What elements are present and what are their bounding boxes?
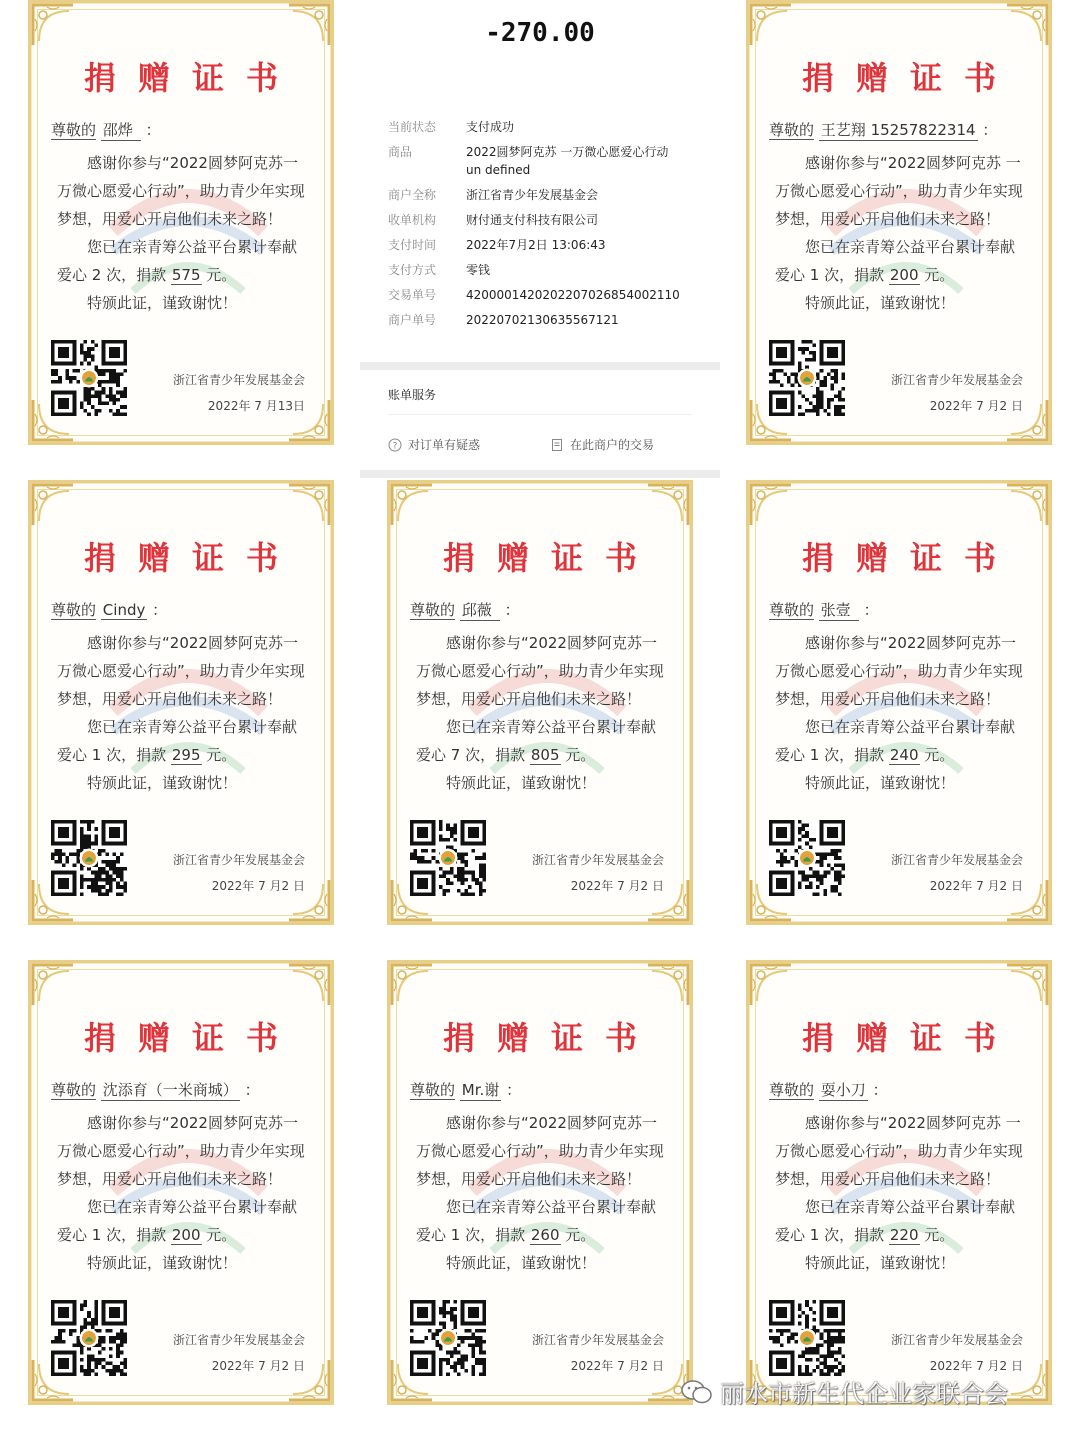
issuer-organization: 浙江省青少年发展基金会 <box>172 1333 305 1347</box>
certificate-body <box>57 149 311 317</box>
donor-name: Cindy <box>102 601 146 619</box>
stat-text: 您已在亲青筹公益平台累计奉献爱心 1 次，捐款 <box>416 1198 657 1244</box>
corner-ornament <box>31 3 75 47</box>
issuer-organization: 浙江省青少年发展基金会 <box>890 1333 1023 1347</box>
qr-code[interactable] <box>769 340 845 416</box>
corner-ornament <box>1005 3 1049 47</box>
donation-stat <box>57 1193 311 1249</box>
corner-ornament <box>287 3 331 47</box>
receipt-value: 支付成功 <box>466 120 515 134</box>
certificate-body <box>775 1109 1029 1277</box>
donation-stat <box>775 713 1029 769</box>
certificate-body <box>416 629 670 797</box>
donation-amount: 220 <box>889 1226 919 1244</box>
qr-code[interactable] <box>769 820 845 896</box>
issuer-organization: 浙江省青少年发展基金会 <box>890 373 1023 387</box>
certificate-title: 捐赠证书 <box>442 539 659 577</box>
corner-ornament <box>646 483 690 527</box>
corner-ornament <box>390 483 434 527</box>
donation-amount: 260 <box>530 1226 560 1244</box>
donation-certificate <box>746 960 1052 1405</box>
certificate-title: 捐赠证书 <box>442 1019 659 1057</box>
issuer-organization: 浙江省青少年发展基金会 <box>531 1333 664 1347</box>
certificate-date: 2022年 7 月2 日 <box>929 1359 1023 1373</box>
certificate-date: 2022年 7 月2 日 <box>929 879 1023 893</box>
closing-text: 特颁此证，谨致谢忱！ <box>805 294 956 312</box>
stat-suffix: 元。 <box>924 1226 955 1244</box>
certificate-greeting: 尊敬的 沈添育（一米商城） ： <box>51 1081 260 1099</box>
donation-stat <box>416 1193 670 1249</box>
greeting-prefix: 尊敬的 <box>51 1081 97 1099</box>
corner-ornament <box>390 963 434 1007</box>
receipt-label: 交易单号 <box>388 288 437 302</box>
receipt-label: 当前状态 <box>388 120 437 134</box>
closing-text: 特颁此证，谨致谢忱！ <box>805 1254 956 1272</box>
link-label: 对订单有疑惑 <box>408 438 481 452</box>
greeting-prefix: 尊敬的 <box>410 601 456 619</box>
donor-name: 邵烨 <box>101 119 141 141</box>
receipt-label: 商品 <box>388 145 413 159</box>
receipt-value: 2022圆梦阿克苏 一万微心愿爱心行动un defined <box>466 145 669 177</box>
svg-text:?: ? <box>392 441 398 451</box>
wechat-icon <box>680 1379 714 1405</box>
thanks-text: 感谢你参与“2022圆梦阿克苏一万微心愿爱心行动”，助力青少年实现梦想，用爱心开启他们未来之路！ <box>57 154 305 228</box>
issuer-organization: 浙江省青少年发展基金会 <box>531 853 664 867</box>
stat-suffix: 元。 <box>206 746 237 764</box>
receipt-label: 商户全称 <box>388 188 437 202</box>
greeting-prefix: 尊敬的 <box>410 1081 456 1099</box>
certificate-greeting: 尊敬的 Cindy ： <box>51 601 168 619</box>
donation-certificate <box>746 0 1052 445</box>
donation-amount: 575 <box>171 266 201 284</box>
document-icon <box>550 438 564 452</box>
stat-text: 您已在亲青筹公益平台累计奉献爱心 1 次，捐款 <box>775 1198 1016 1244</box>
donation-certificate <box>28 960 334 1405</box>
donor-name: 张壹 <box>819 599 859 621</box>
divider <box>388 414 692 415</box>
corner-ornament <box>31 483 75 527</box>
stat-text: 您已在亲青筹公益平台累计奉献爱心 1 次，捐款 <box>57 1198 298 1244</box>
stat-text: 您已在亲青筹公益平台累计奉献爱心 1 次，捐款 <box>775 718 1016 764</box>
corner-ornament <box>1005 963 1049 1007</box>
receipt-label: 支付方式 <box>388 263 437 277</box>
donor-name: 王艺翔 15257822314 <box>820 121 976 139</box>
closing-text: 特颁此证，谨致谢忱！ <box>805 774 956 792</box>
corner-ornament <box>749 483 793 527</box>
receipt-value: 4200001420202207026854002110 <box>466 288 680 302</box>
greeting-prefix: 尊敬的 <box>769 601 815 619</box>
receipt-value: 财付通支付科技有限公司 <box>466 213 599 227</box>
donation-stat <box>416 713 670 769</box>
donation-stat <box>775 1193 1029 1249</box>
certificate-body <box>57 1109 311 1277</box>
certificate-title: 捐赠证书 <box>83 59 300 97</box>
stat-text: 您已在亲青筹公益平台累计奉献爱心 1 次，捐款 <box>57 718 298 764</box>
issuer-organization: 浙江省青少年发展基金会 <box>890 853 1023 867</box>
certificate-title: 捐赠证书 <box>83 1019 300 1057</box>
receipt-value: 20220702130635567121 <box>466 313 619 327</box>
bill-service-title: 账单服务 <box>388 388 437 402</box>
certificate-title: 捐赠证书 <box>801 59 1018 97</box>
certificate-body <box>416 1109 670 1277</box>
corner-ornament <box>749 963 793 1007</box>
certificate-date: 2022年 7 月2 日 <box>211 1359 305 1373</box>
watermark-text: 丽水市新生代企业家联合会 <box>720 1380 1008 1408</box>
receipt-value: 零钱 <box>466 263 491 277</box>
donation-certificate <box>28 480 334 925</box>
stat-text: 您已在亲青筹公益平台累计奉献爱心 7 次，捐款 <box>416 718 657 764</box>
donation-certificate <box>746 480 1052 925</box>
qr-code[interactable] <box>410 820 486 896</box>
certificate-date: 2022年 7 月2 日 <box>570 879 664 893</box>
stat-suffix: 元。 <box>206 1226 237 1244</box>
donation-certificate <box>387 480 693 925</box>
certificate-greeting: 尊敬的 耍小刀 ： <box>769 1081 888 1099</box>
closing-text: 特颁此证，谨致谢忱！ <box>87 774 238 792</box>
thanks-text: 感谢你参与“2022圆梦阿克苏一万微心愿爱心行动”，助力青少年实现梦想，用爱心开启他们未来之路！ <box>416 634 664 708</box>
donation-amount: 200 <box>171 1226 201 1244</box>
donation-stat <box>57 233 311 289</box>
stat-suffix: 元。 <box>565 746 596 764</box>
certificate-date: 2022年 7 月2 日 <box>929 399 1023 413</box>
certificate-date: 2022年 7 月2 日 <box>570 1359 664 1373</box>
corner-ornament <box>749 3 793 47</box>
greeting-prefix: 尊敬的 <box>51 601 97 619</box>
stat-suffix: 元。 <box>565 1226 596 1244</box>
qr-code[interactable] <box>51 1300 127 1376</box>
certificate-body <box>775 149 1029 317</box>
greeting-prefix: 尊敬的 <box>769 121 815 139</box>
question-circle-icon <box>388 438 402 452</box>
donor-name: 耍小刀 <box>820 1081 866 1099</box>
section-divider <box>360 362 720 370</box>
issuer-organization: 浙江省青少年发展基金会 <box>172 853 305 867</box>
thanks-text: 感谢你参与“2022圆梦阿克苏一万微心愿爱心行动”，助力青少年实现梦想，用爱心开启他们未来之路！ <box>416 1114 664 1188</box>
closing-text: 特颁此证，谨致谢忱！ <box>87 294 238 312</box>
donation-certificate <box>28 0 334 445</box>
donor-name: 沈添育（一米商城） <box>102 1081 238 1099</box>
qr-code[interactable] <box>51 820 127 896</box>
donation-amount: 200 <box>889 266 919 284</box>
receipt-value: 2022年7月2日 13:06:43 <box>466 238 606 252</box>
donation-certificate <box>387 960 693 1405</box>
corner-ornament <box>1005 483 1049 527</box>
receipt-label: 商户单号 <box>388 313 437 327</box>
qr-code[interactable] <box>51 340 127 416</box>
issuer-organization: 浙江省青少年发展基金会 <box>172 373 305 387</box>
certificate-date: 2022年 7 月2 日 <box>211 879 305 893</box>
qr-code[interactable] <box>769 1300 845 1376</box>
certificate-greeting: 尊敬的 邵烨 ： <box>51 121 161 139</box>
payment-amount: -270.00 <box>485 18 595 48</box>
corner-ornament <box>287 963 331 1007</box>
payment-receipt <box>360 0 720 478</box>
receipt-label: 支付时间 <box>388 238 437 252</box>
certificate-title: 捐赠证书 <box>801 539 1018 577</box>
certificate-title: 捐赠证书 <box>83 539 300 577</box>
certificate-greeting: 尊敬的 张壹 ： <box>769 601 879 619</box>
donor-name: 邱薇 <box>460 599 500 621</box>
thanks-text: 感谢你参与“2022圆梦阿克苏一万微心愿爱心行动”，助力青少年实现梦想，用爱心开启他们未来之路！ <box>775 634 1023 708</box>
closing-text: 特颁此证，谨致谢忱！ <box>446 774 597 792</box>
merchant-transactions-link[interactable] <box>550 436 654 453</box>
greeting-prefix: 尊敬的 <box>51 121 97 139</box>
donation-amount: 805 <box>530 746 560 764</box>
donation-stat <box>775 233 1029 289</box>
corner-ornament <box>31 963 75 1007</box>
donor-name: Mr.谢 <box>461 1081 500 1099</box>
receipt-label: 收单机构 <box>388 213 437 227</box>
receipt-value: 浙江省青少年发展基金会 <box>466 188 599 202</box>
qr-code[interactable] <box>410 1300 486 1376</box>
stat-text: 您已在亲青筹公益平台累计奉献爱心 2 次，捐款 <box>57 238 298 284</box>
thanks-text: 感谢你参与“2022圆梦阿克苏 一万微心愿爱心行动”，助力青少年实现梦想，用爱心开启他们未来之路！ <box>775 1114 1023 1188</box>
certificate-body <box>775 629 1029 797</box>
stat-suffix: 元。 <box>924 266 955 284</box>
link-label: 在此商户的交易 <box>570 438 655 452</box>
donation-stat <box>57 713 311 769</box>
stat-suffix: 元。 <box>206 266 237 284</box>
greeting-prefix: 尊敬的 <box>769 1081 815 1099</box>
certificate-greeting: 尊敬的 邱薇 ： <box>410 601 520 619</box>
section-divider <box>360 470 720 478</box>
donation-amount: 295 <box>171 746 201 764</box>
corner-ornament <box>646 963 690 1007</box>
wechat-account-watermark <box>680 1374 1008 1409</box>
certificate-greeting: 尊敬的 王艺翔 15257822314 ： <box>769 121 998 139</box>
order-question-link[interactable] <box>388 436 480 453</box>
closing-text: 特颁此证，谨致谢忱！ <box>87 1254 238 1272</box>
certificate-title: 捐赠证书 <box>801 1019 1018 1057</box>
certificate-date: 2022年 7 月13日 <box>207 399 305 413</box>
donation-amount: 240 <box>889 746 919 764</box>
certificate-body <box>57 629 311 797</box>
thanks-text: 感谢你参与“2022圆梦阿克苏一万微心愿爱心行动”，助力青少年实现梦想，用爱心开启他们未来之路！ <box>57 634 305 708</box>
stat-suffix: 元。 <box>924 746 955 764</box>
thanks-text: 感谢你参与“2022圆梦阿克苏一万微心愿爱心行动”，助力青少年实现梦想，用爱心开启他们未来之路！ <box>57 1114 305 1188</box>
closing-text: 特颁此证，谨致谢忱！ <box>446 1254 597 1272</box>
stat-text: 您已在亲青筹公益平台累计奉献爱心 1 次，捐款 <box>775 238 1016 284</box>
corner-ornament <box>287 483 331 527</box>
certificate-greeting: 尊敬的 Mr.谢 ： <box>410 1081 522 1099</box>
thanks-text: 感谢你参与“2022圆梦阿克苏 一万微心愿爱心行动”，助力青少年实现梦想，用爱心开启他们未来之路！ <box>775 154 1023 228</box>
